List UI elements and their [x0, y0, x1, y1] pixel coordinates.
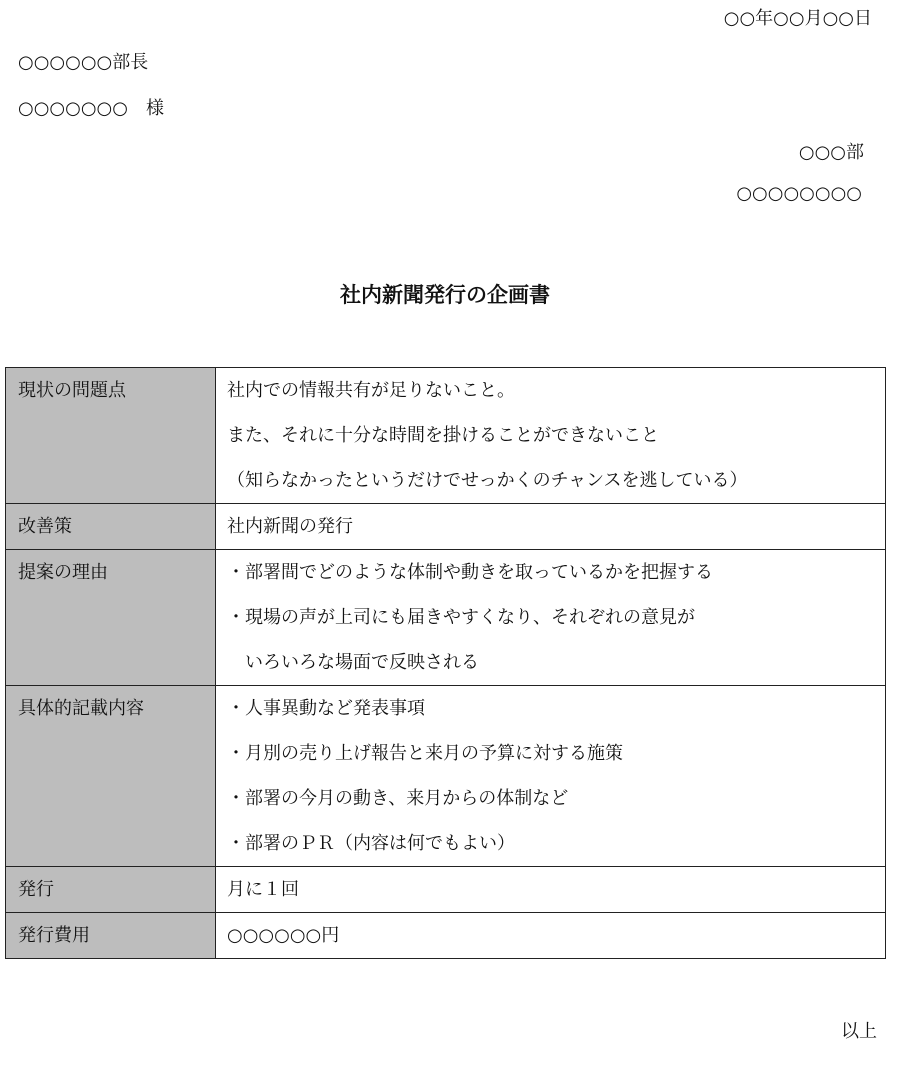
row-label: 現状の問題点	[18, 380, 126, 401]
sender-department: ○○○部	[798, 142, 864, 163]
content-line: 社内での情報共有が足りないこと。	[227, 380, 515, 401]
row-label-cell	[6, 913, 216, 959]
content-line: ・月別の売り上げ報告と来月の予算に対する施策	[227, 743, 623, 764]
row-content-cell	[216, 550, 886, 686]
table-row	[6, 913, 886, 959]
content-line: 月に１回	[227, 879, 299, 900]
row-label: 改善策	[18, 516, 72, 537]
sender-name: ○○○○○○○○	[736, 183, 862, 204]
content-line: ・部署間でどのような体制や動きを取っているかを把握する	[227, 562, 713, 583]
table-row	[6, 504, 886, 550]
row-label-cell	[6, 504, 216, 550]
row-label: 具体的記載内容	[18, 698, 144, 719]
closing-text: 以上	[841, 1021, 877, 1042]
row-label: 発行	[18, 879, 54, 900]
proposal-table	[5, 367, 886, 959]
table-row	[6, 867, 886, 913]
row-label: 発行費用	[18, 925, 90, 946]
content-line: ・人事異動など発表事項	[227, 698, 425, 719]
recipient-name: ○○○○○○○ 様	[18, 98, 164, 119]
row-content-cell	[216, 368, 886, 504]
content-line: いろいろな場面で反映される	[227, 652, 479, 673]
row-label: 提案の理由	[18, 562, 108, 583]
content-line: ○○○○○○円	[227, 925, 340, 946]
row-label-cell	[6, 550, 216, 686]
content-line: （知らなかったというだけでせっかくのチャンスを逃している）	[227, 470, 748, 491]
table-row	[6, 550, 886, 686]
row-label-cell	[6, 368, 216, 504]
table-row	[6, 686, 886, 867]
content-line: ・部署の今月の動き、来月からの体制など	[227, 788, 569, 809]
content-line: 社内新聞の発行	[227, 516, 353, 537]
table-row	[6, 368, 886, 504]
content-line: ・部署のＰＲ（内容は何でもよい）	[227, 833, 515, 854]
row-label-cell	[6, 867, 216, 913]
row-label-cell	[6, 686, 216, 867]
row-content-cell	[216, 913, 886, 959]
recipient-department: ○○○○○○部長	[18, 52, 149, 73]
row-content-cell	[216, 686, 886, 867]
row-content-cell	[216, 504, 886, 550]
document-title: 社内新聞発行の企画書	[340, 282, 550, 307]
content-line: また、それに十分な時間を掛けることができないこと	[227, 425, 659, 446]
content-line: ・現場の声が上司にも届きやすくなり、それぞれの意見が	[227, 607, 695, 628]
document-date: ○○年○○月○○日	[723, 8, 872, 29]
row-content-cell	[216, 867, 886, 913]
